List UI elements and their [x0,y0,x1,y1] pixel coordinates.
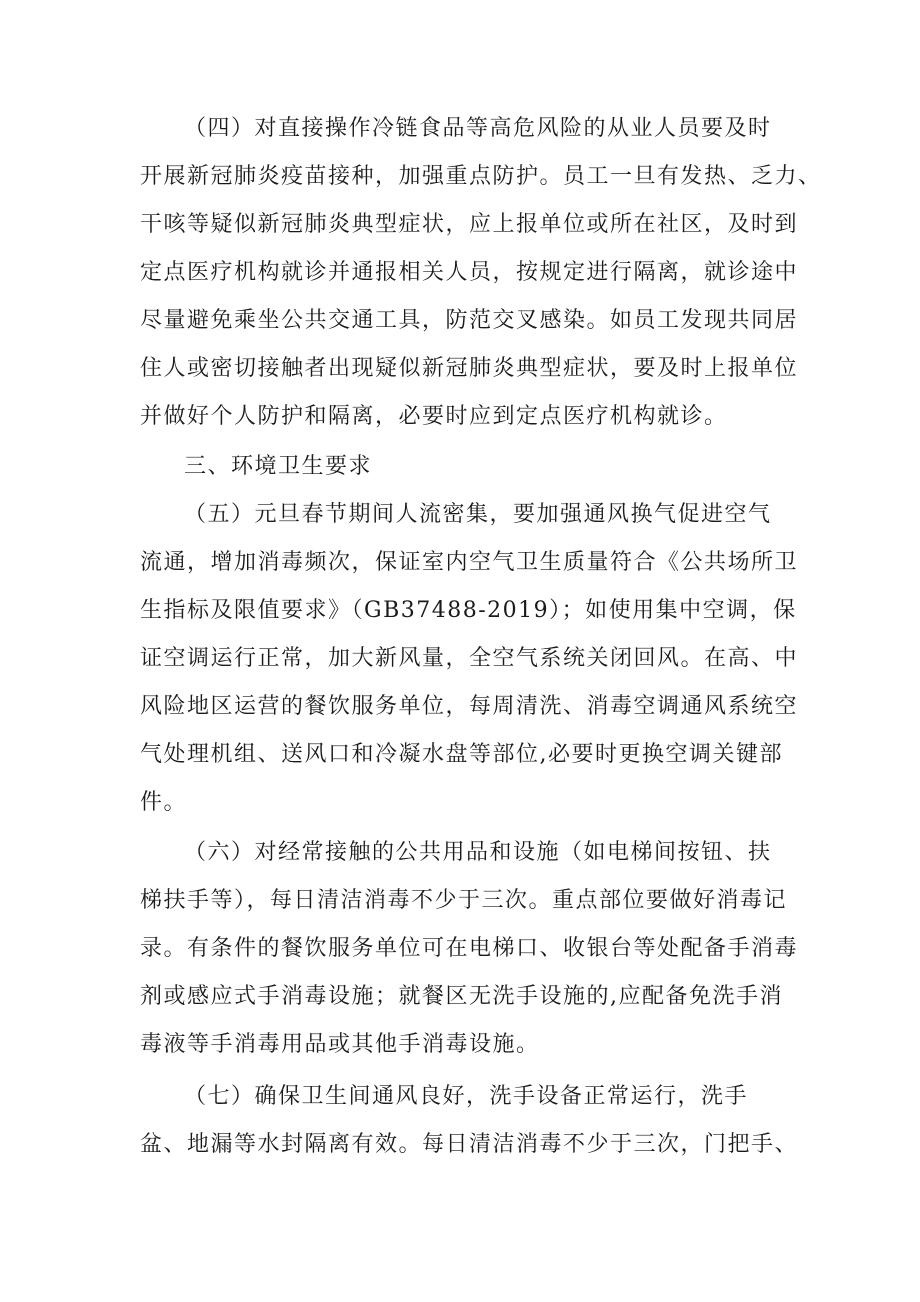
para6-line3: 录。有条件的餐饮服务单位可在电梯口、收银台等处配备手消毒 [140,936,799,961]
para4-line7: 并做好个人防护和隔离，必要时应到定点医疗机构就诊。 [140,404,728,429]
para5-line5: 风险地区运营的餐饮服务单位，每周清洗、消毒空调通风系统空 [140,694,799,719]
para7-line1: （七）确保卫生间通风良好，洗手设备正常运行，洗手 [184,1084,749,1109]
para5-line7: 件。 [140,790,188,815]
para4-line4: 定点医疗机构就诊并通报相关人员，按规定进行隔离，就诊途中 [140,260,799,285]
section-heading: 三、环境卫生要求 [184,454,373,479]
para7-line2: 盆、地漏等水封隔离有效。每日清洁消毒不少于三次，门把手、 [140,1132,799,1157]
para6-line2: 梯扶手等），每日清洁消毒不少于三次。重点部位要做好消毒记 [140,888,788,913]
para4-line5: 尽量避免乘坐公共交通工具，防范交叉感染。如员工发现共同居 [140,308,799,333]
para5-line2: 流通，增加消毒频次，保证室内空气卫生质量符合《公共场所卫 [140,550,799,575]
para4-line2: 开展新冠肺炎疫苗接种，加强重点防护。员工一旦有发热、乏力、 [140,164,822,189]
para5-line6: 气处理机组、送风口和冷凝水盘等部位,必要时更换空调关键部 [140,742,783,767]
para5-line1: （五）元旦春节期间人流密集，要加强通风换气促进空气 [184,502,772,527]
para4-line1: （四）对直接操作冷链食品等高危风险的从业人员要及时 [184,116,772,141]
para5-line4: 证空调运行正常，加大新风量，全空气系统关闭回风。在高、中 [140,646,799,671]
para6-line5: 毒液等手消毒用品或其他手消毒设施。 [140,1032,540,1057]
para5-line3: 生指标及限值要求》（GB37488-2019）；如使用集中空调，保 [140,598,797,623]
para4-line3: 干咳等疑似新冠肺炎典型症状，应上报单位或所在社区，及时到 [140,212,799,237]
para4-line6: 住人或密切接触者出现疑似新冠肺炎典型症状，要及时上报单位 [140,356,799,381]
para6-line1: （六）对经常接触的公共用品和设施（如电梯间按钮、扶 [184,840,772,865]
para6-line4: 剂或感应式手消毒设施；就餐区无洗手设施的,应配备免洗手消 [140,984,783,1009]
